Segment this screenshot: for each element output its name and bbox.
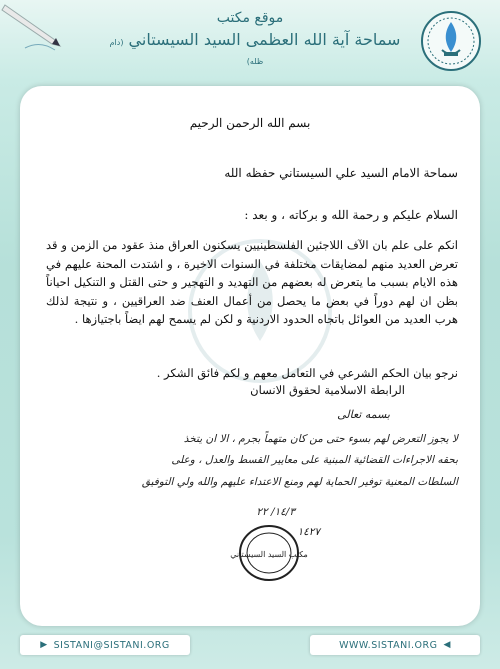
site-title-text: سماحة آية الله العظمى السيد السيستاني (128, 30, 401, 49)
reply-date: ١٤/٣/ ٢٢ (256, 506, 295, 518)
office-logo-icon (420, 10, 482, 72)
arrow-right-icon: ▶ (40, 640, 48, 650)
website-link[interactable] (310, 635, 480, 655)
email-text: SISTANI@SISTANI.ORG (53, 639, 170, 651)
letter-closing: نرجو بيان الحكم الشرعي في التعامل معهم و لكم فائق الشكر . (156, 366, 458, 380)
reply-line-3: السلطات المعنية توفير الحماية لهم ومنع الاعتداء عليهم والله ولي التوفيق (141, 476, 458, 488)
website-text: WWW.SISTANI.ORG (339, 639, 438, 651)
reply-line-1: لا يجوز التعرض لهم بسوء حتى من كان متهماً بجرم ، الا ان يتخذ (183, 433, 458, 445)
letter-body: انكم على علم بان الآف اللاجئين الفلسطينيين يسكنون العراق منذ عقود من الزمن و قد تعرض العديد منهم لمضايقات مختلفة في السنوات الاخيرة ، و اشتدت المحنة عليهم في هذه الايام بسبب ما يتعرض له بعضهم من التهديد و التهجير و حتى القتل و التنكيل احياناً بظن ان لهم دوراً في بعض ما يحصل من أعمال العنف ضد العراقيين ، و نتيجة لذلك هرب العديد من العوائل باتجاه الحدود الاردنية و لكن لم يسمح لهم ايضاً باجتيازها . (46, 238, 458, 326)
letter-basmala: بسم الله الرحمن الرحيم (189, 116, 311, 130)
letter-signature: الرابطة الاسلامية لحقوق الانسان (250, 383, 405, 397)
letter-paper (20, 86, 480, 626)
reply-basmala: بسمه تعالى (337, 408, 390, 421)
site-label: موقع مكتب (216, 10, 284, 26)
site-header (0, 0, 500, 90)
office-stamp-icon (230, 522, 308, 584)
site-title (105, 30, 405, 68)
reply-year: ١٤٢٧ (297, 526, 320, 538)
arrow-left-icon: ◀ (443, 640, 451, 650)
reply-line-2: بحقه الاجراءات القضائية المبنية على معايير القسط والعدل ، وعلى (171, 454, 458, 466)
site-title-honorific: (دام ظله) (109, 38, 264, 66)
email-link[interactable] (20, 635, 190, 655)
letter-addressee: سماحة الامام السيد علي السيستاني حفظه الله (224, 166, 458, 180)
pen-icon (0, 0, 80, 60)
letter-greeting: السلام عليكم و رحمة الله و بركاته ، و بعد : (244, 208, 458, 222)
stamp-text: مكتب السيد السيستاني (230, 550, 308, 559)
